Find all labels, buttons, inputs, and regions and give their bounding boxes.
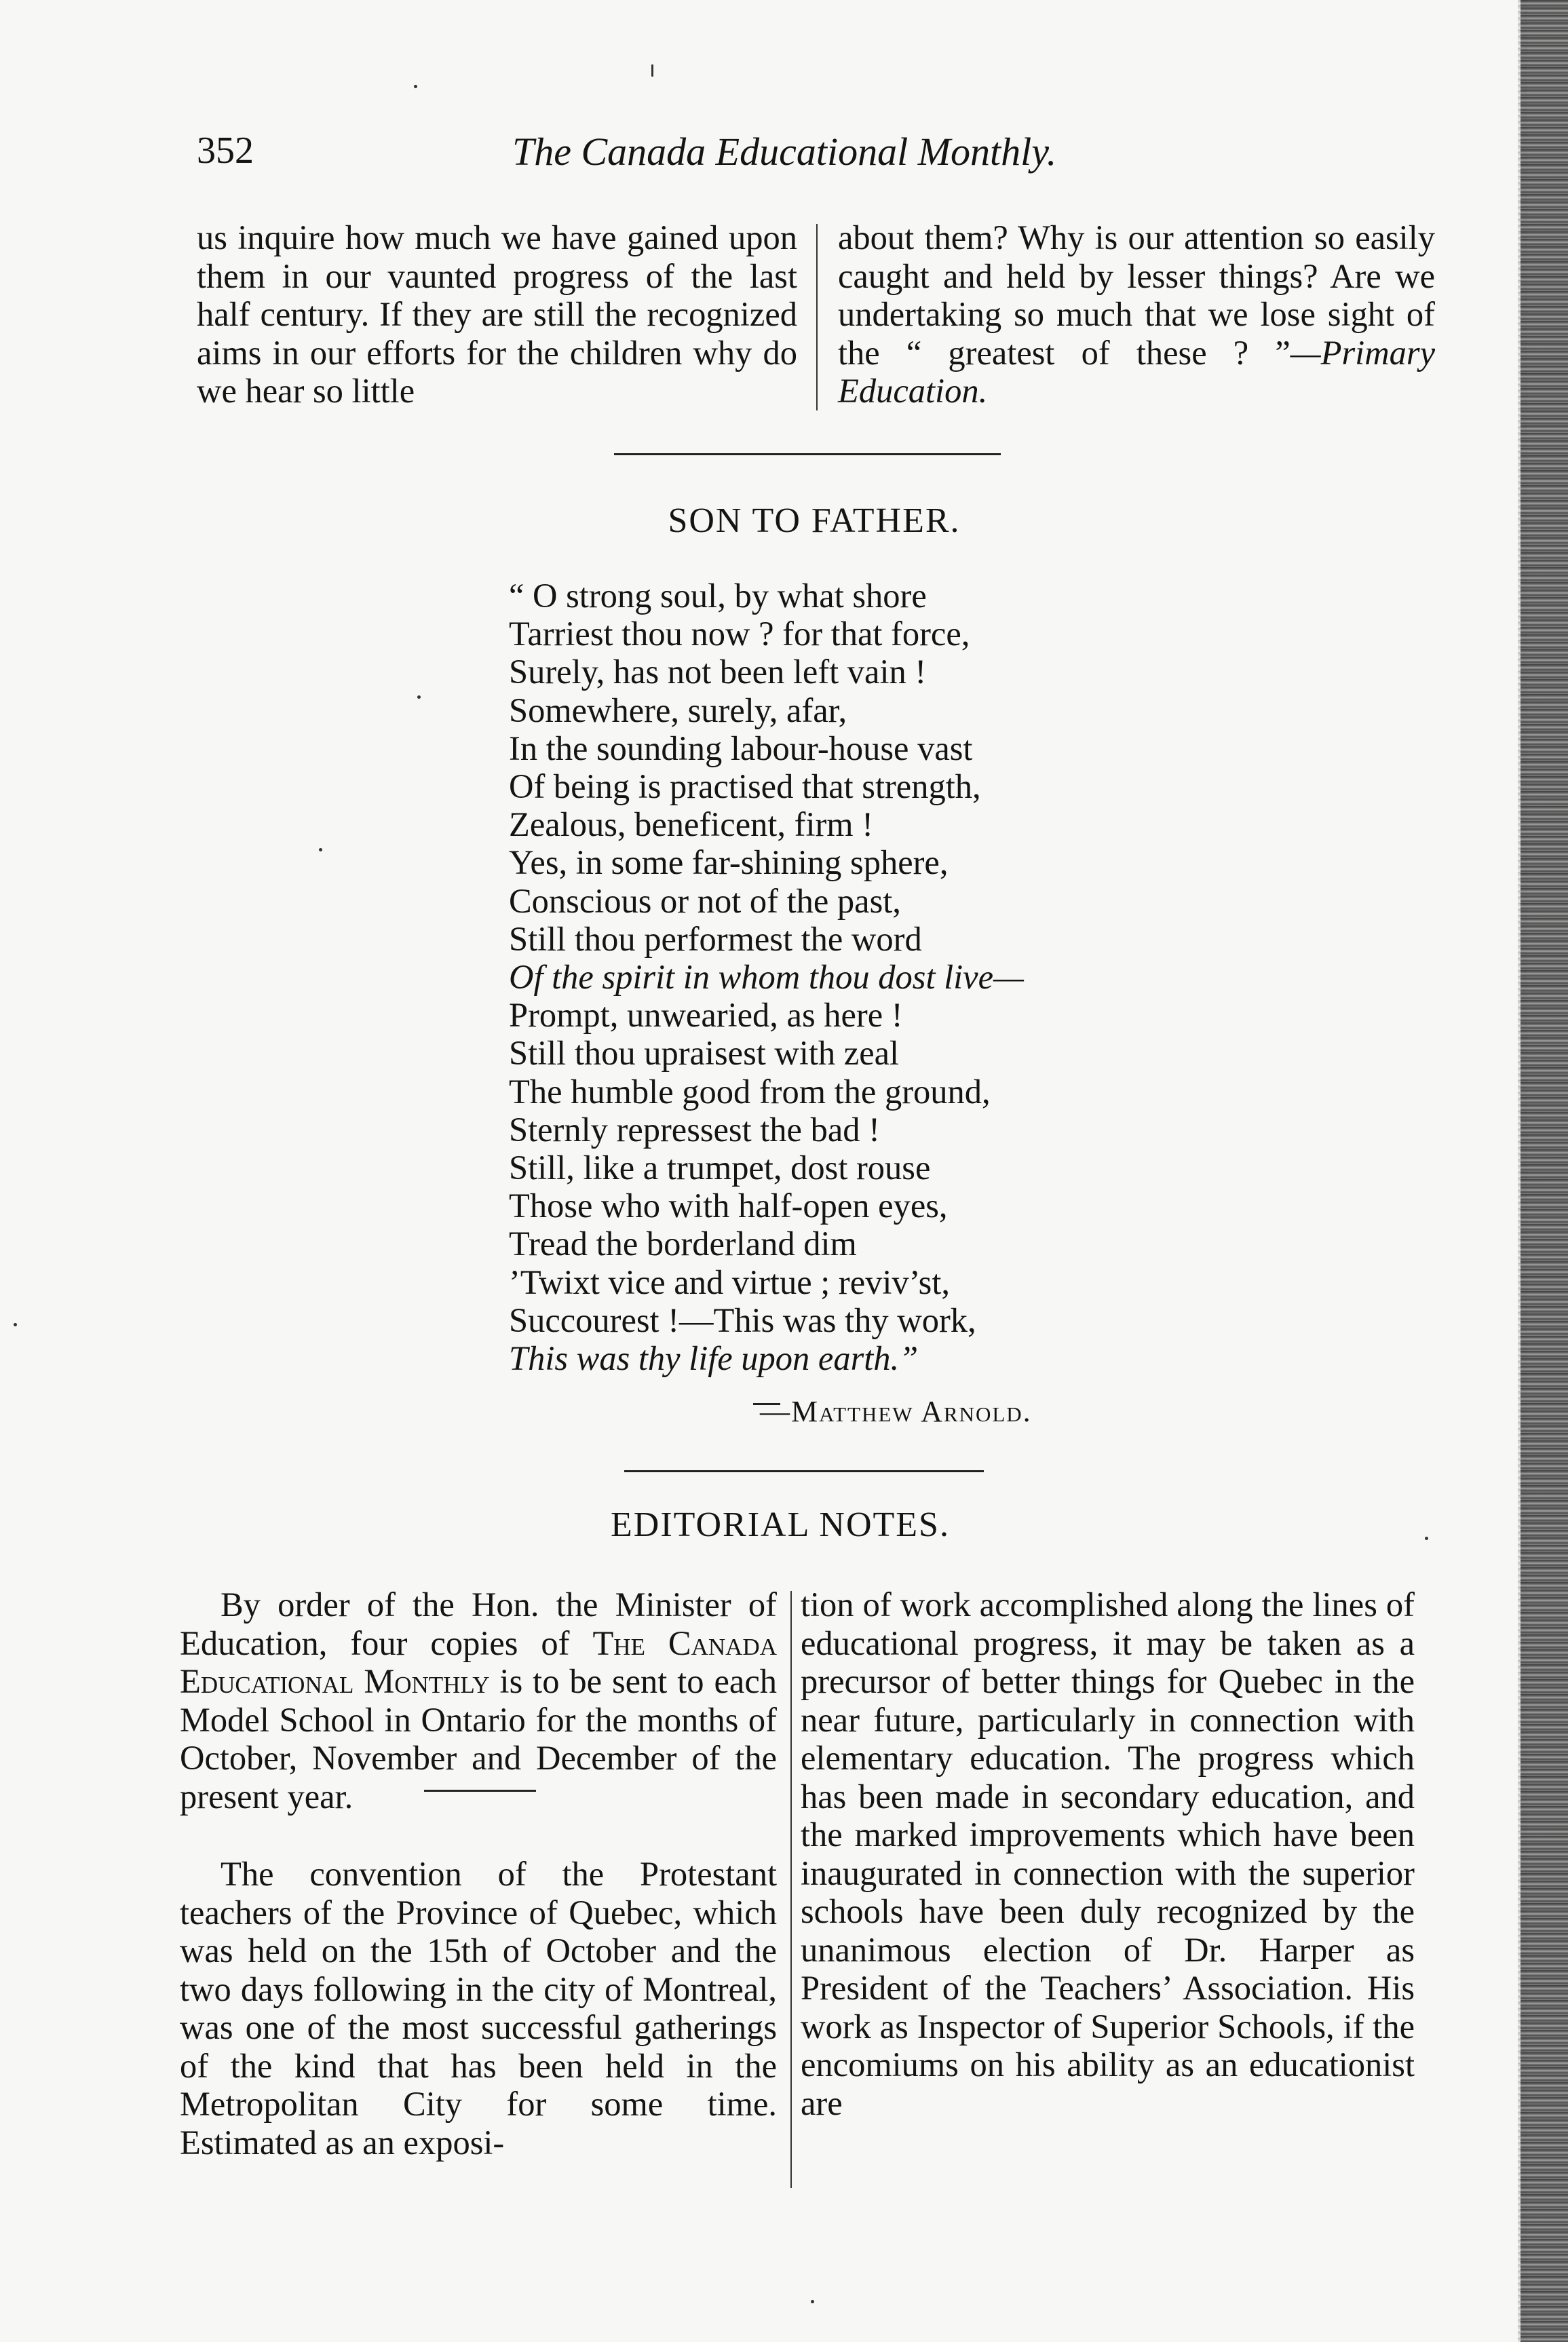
poem-line: Conscious or not of the past, bbox=[509, 881, 901, 920]
section-rule-1 bbox=[614, 453, 1001, 455]
poem-line: Somewhere, surely, afar, bbox=[509, 691, 847, 729]
running-title: The Canada Educational Monthly. bbox=[512, 130, 1057, 174]
scan-speck bbox=[14, 1323, 17, 1326]
poem-line: Succourest !—This was thy work, bbox=[509, 1301, 976, 1339]
poem-line: “ O strong soul, by what shore bbox=[509, 577, 927, 615]
poem-attribution: —Matthew Arnold. bbox=[760, 1395, 1032, 1428]
paragraph-separator bbox=[180, 1816, 777, 1829]
continuation-source: —Primary Education. bbox=[838, 333, 1435, 410]
scan-speck bbox=[1425, 1537, 1428, 1540]
poem-line: Sternly repressest the bad ! bbox=[509, 1110, 880, 1149]
editorial-left-column bbox=[180, 1586, 777, 2162]
continuation-right-paragraph bbox=[838, 218, 1435, 410]
poem-title: SON TO FATHER. bbox=[668, 501, 961, 540]
scan-speck bbox=[414, 85, 417, 88]
scan-speck bbox=[417, 695, 421, 699]
poem-line: Of being is practised that strength, bbox=[509, 767, 981, 806]
editorial-para-notice-b: is to be sent to each Model School in Ontario for the months of October, November and December of the present year. bbox=[180, 1662, 777, 1816]
poem-line: Tread the borderland dim bbox=[509, 1225, 857, 1263]
poem-body bbox=[509, 577, 1187, 1377]
poem-line: Tarriest thou now ? for that force, bbox=[509, 615, 970, 653]
poem-line: Still thou performest the word bbox=[509, 919, 922, 958]
running-header bbox=[197, 129, 1160, 183]
poem-line: Still, like a trumpet, dost rouse bbox=[509, 1149, 931, 1187]
poem-line: Surely, has not been left vain ! bbox=[509, 653, 927, 691]
editorial-right-text: tion of work accomplished along the lines of educational progress, it may be taken as a precursor of better things for Quebec in the near future, particularly in connection with elementary education. The progress which has been made in secondary education, and the marked improvements which have been inaugurated in connection with the superior schools have been duly recognized by the unanimous election of Dr. Harper as President of the Teachers’ Association. His work as Inspector of Superior Schools, if the encomiums on his ability as an educationist are bbox=[801, 1586, 1415, 2122]
poem-line: Yes, in some far-shining sphere, bbox=[509, 843, 949, 882]
column-divider-top bbox=[816, 224, 818, 410]
poem-line: Zealous, beneficent, firm ! bbox=[509, 805, 874, 844]
scan-speck bbox=[811, 2300, 814, 2303]
continuation-right-text: about them? Why is our attention so easily caught and held by lesser things? Are we undertaking so much that we lose sight of the “ greatest of these ? ” bbox=[838, 218, 1435, 372]
column-divider-bottom bbox=[790, 1591, 792, 2188]
scan-speck bbox=[319, 848, 322, 851]
poem-line: The humble good from the ground, bbox=[509, 1072, 991, 1111]
editorial-para-notice-a: By order of the Hon. the Minister of Education, four copies of bbox=[180, 1586, 777, 1662]
section-rule-2 bbox=[624, 1470, 984, 1472]
separator-rule bbox=[424, 1790, 536, 1792]
editorial-title: EDITORIAL NOTES. bbox=[611, 1505, 950, 1544]
editorial-right-column bbox=[801, 1586, 1415, 2122]
poem-line: ’Twixt vice and virtue ; reviv’st, bbox=[509, 1263, 950, 1301]
poem-line: Still thou upraisest with zeal bbox=[509, 1034, 900, 1073]
page-number: 352 bbox=[197, 130, 254, 172]
poem-line: Prompt, unwearied, as here ! bbox=[509, 996, 903, 1035]
continuation-left-column bbox=[197, 218, 797, 410]
poem-line: Those who with half-open eyes, bbox=[509, 1187, 948, 1225]
continuation-right-column bbox=[838, 218, 1435, 410]
poem-line: This was thy life upon earth.” bbox=[509, 1339, 919, 1378]
journal-name: The Canada Educational Monthly bbox=[180, 1624, 777, 1700]
poem-line: Of the spirit in whom thou dost live— bbox=[509, 958, 1024, 997]
scan-speck bbox=[651, 64, 653, 77]
editorial-para-convention: The convention of the Protestant teachers of the Province of Quebec, which was held on the 15th of October and the two days following in the city of Montreal, was one of the most successful gatherings of the kind that has been held in the Metropolitan City for some time. Estimated as an exposi- bbox=[180, 1855, 777, 2162]
book-binding-edge bbox=[1521, 0, 1568, 2342]
continuation-left-text: us inquire how much we have gained upon them in our vaunted progress of the last half century. If they are still the recognized aims in our efforts for the children why do we hear so little bbox=[197, 218, 797, 410]
poem-line: In the sounding labour-house vast bbox=[509, 729, 973, 767]
editorial-para-notice bbox=[180, 1586, 777, 1816]
